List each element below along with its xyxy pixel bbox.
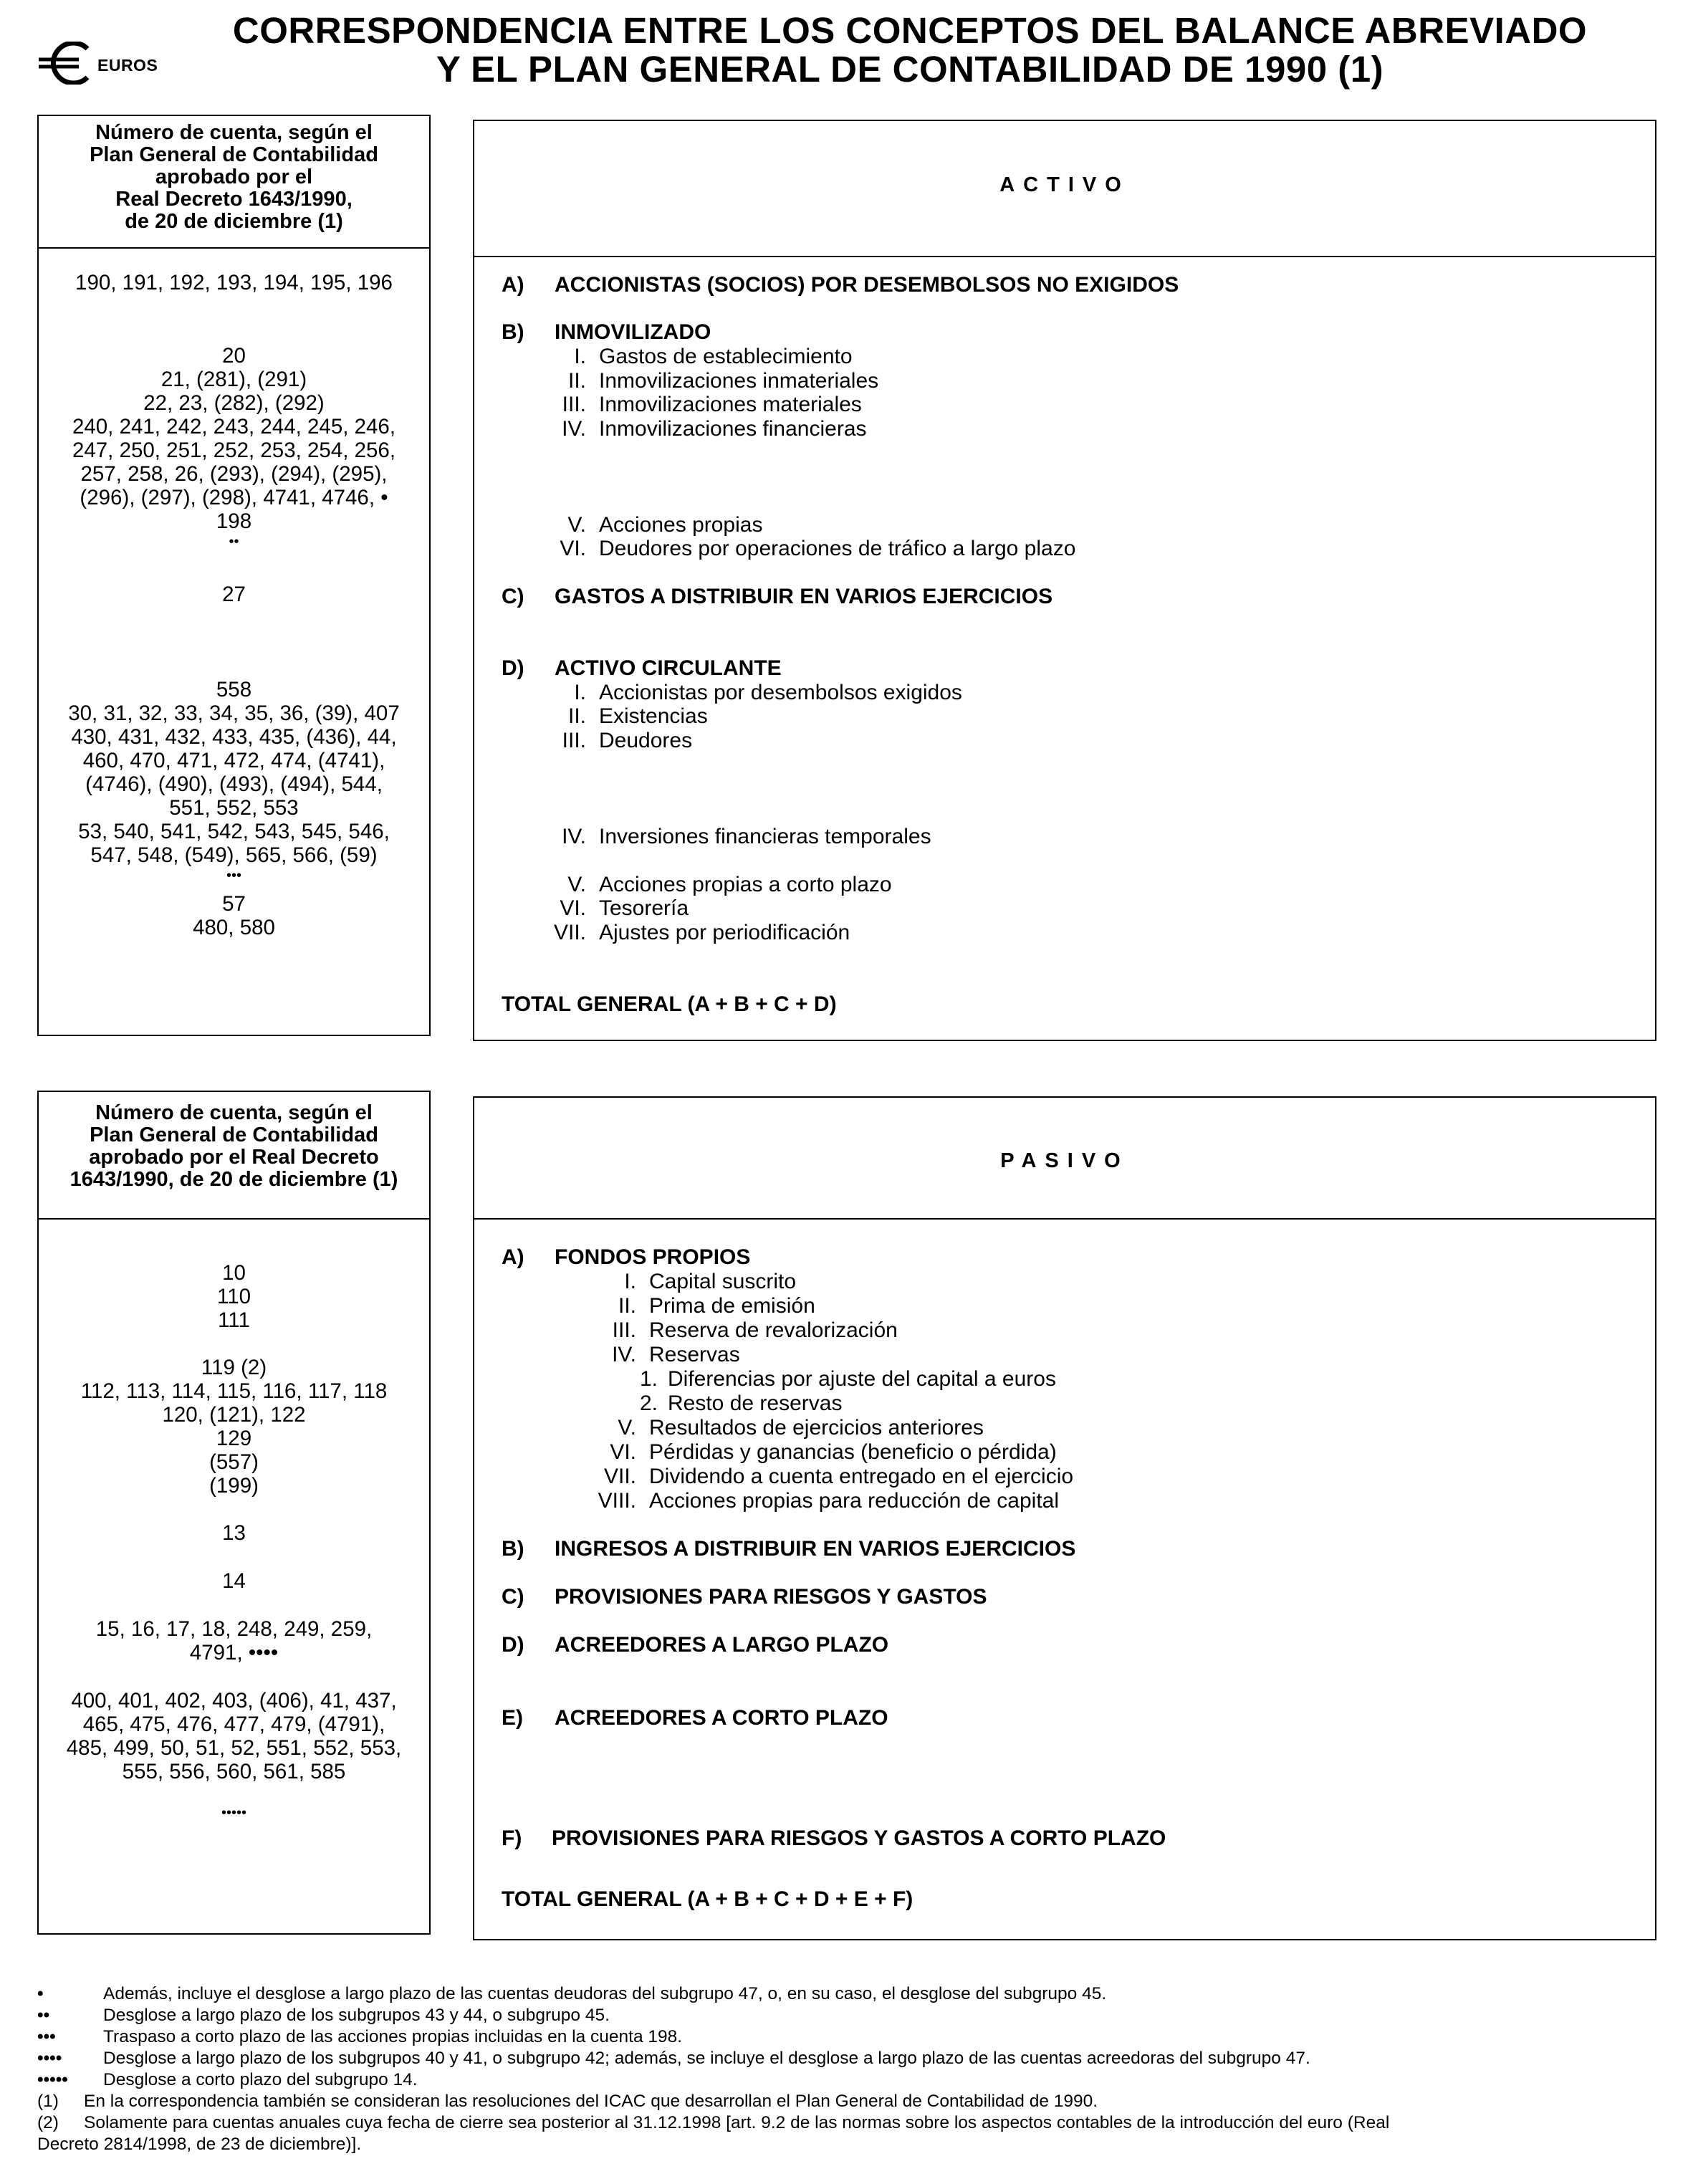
list-item: 129	[216, 1427, 252, 1450]
list-item: 247, 250, 251, 252, 253, 254, 256,	[72, 439, 396, 462]
list-item: 110	[216, 1285, 251, 1308]
list-item: 57	[222, 892, 246, 916]
list-item: 20	[222, 344, 246, 368]
list-item: 119 (2)	[201, 1356, 267, 1379]
footnote: ••• Traspaso a corto plazo de las acciones propias incluidas en la cuenta 198.	[37, 2027, 683, 2046]
list-item: 257, 258, 26, (293), (294), (295),	[80, 462, 388, 486]
list-item: 10	[222, 1261, 246, 1285]
list-item: 190, 191, 192, 193, 194, 195, 196	[75, 271, 393, 294]
list-item: 551, 552, 553	[169, 796, 299, 820]
list-item: (4746), (490), (493), (494), 544,	[85, 772, 383, 796]
list-item: 430, 431, 432, 433, 435, (436), 44,	[71, 725, 397, 749]
footnote: (1) En la correspondencia también se consideran las resoluciones del ICAC que desarrollan el Plan General de Contabilidad de 1990.	[37, 2092, 1098, 2111]
footnotes	[37, 1983, 1656, 2155]
divider	[39, 247, 429, 249]
divider	[474, 1218, 1655, 1220]
pasivo-accounts-box	[37, 1091, 431, 1935]
footnote: ••••• Desglose a corto plazo del subgrupo 14.	[37, 2070, 418, 2089]
logo-text: EUROS	[97, 56, 158, 75]
list-item: •••	[226, 868, 241, 883]
list-item: 22, 23, (282), (292)	[143, 391, 325, 415]
list-item: 400, 401, 402, 403, (406), 41, 437,	[71, 1689, 397, 1713]
list-item: 465, 475, 476, 477, 479, (4791),	[82, 1713, 385, 1736]
page-title	[208, 11, 1612, 89]
activo-accounts-header: Número de cuenta, según el Plan General de Contabilidad aprobado por el Real Decreto 1643/1990, de 20 de diciembre (1)	[90, 121, 378, 233]
pasivo-total: TOTAL GENERAL (A + B + C + D + E + F)	[502, 1887, 913, 1911]
list-item: 485, 499, 50, 51, 52, 551, 552, 553,	[66, 1736, 402, 1760]
list-item: 21, (281), (291)	[160, 368, 307, 391]
title-line-2: Y EL PLAN GENERAL DE CONTABILIDAD DE 1990 (1)	[436, 49, 1384, 90]
list-item: 547, 548, (549), 565, 566, (59)	[90, 843, 378, 867]
list-item: 198	[216, 509, 252, 533]
list-item: 480, 580	[193, 916, 275, 939]
list-item: 460, 470, 471, 472, 474, (4741),	[82, 749, 385, 772]
list-item: 120, (121), 122	[162, 1403, 306, 1427]
list-item: 15, 16, 17, 18, 248, 249, 259,	[95, 1617, 373, 1641]
footnote: • Además, incluye el desglose a largo plazo de las cuentas deudoras del subgrupo 47, o, en su caso, el desglose del subgrupo 45.	[37, 1984, 1107, 2003]
list-item: (557)	[209, 1450, 259, 1474]
pasivo-heading: PASIVO	[1000, 1149, 1129, 1172]
list-item: 14	[222, 1569, 246, 1593]
list-item: (199)	[209, 1474, 259, 1498]
list-item: 13	[222, 1521, 246, 1545]
pasivo-concepts-box: PASIVO A) FONDOS PROPIOS I. Capital suscrito II. Prima de emisión III. Reserva de revalorización IV. Reservas 1. Diferencias por ajuste del capital a euros 2. Resto de reservas V. Resultados de ejercicios anteriores VI. Pérdidas y ganancias (beneficio o pérdida) VII. Dividendo a cuenta entregado en el ejercicio VIII. Acciones propias para reducción de capital B) INGRESOS A DISTRIBUIR EN VARIOS EJERCICIOS C) PROVISIONES PARA RIESGOS Y GASTOS D) ACREEDORES A LARGO PLAZO E) ACREEDORES A CORTO PLAZO F) PROVISIONES PARA RIESGOS Y GASTOS A CORTO PLAZO TOTAL GENERAL (A + B + C + D + E + F)	[473, 1096, 1656, 1940]
list-item: 27	[222, 583, 246, 606]
list-item: 4791, ••••	[189, 1641, 279, 1665]
footnote: •••• Desglose a largo plazo de los subgrupos 40 y 41, o subgrupo 42; además, se incluye el desglose a largo plazo de las cuentas acreedoras del subgrupo 47.	[37, 2049, 1310, 2068]
list-item: (296), (297), (298), 4741, 4746, •	[80, 486, 388, 509]
list-item: 558	[216, 678, 252, 701]
list-item: 555, 556, 560, 561, 585	[122, 1760, 346, 1783]
pasivo-accounts-header: Número de cuenta, según el Plan General de Contabilidad aprobado por el Real Decreto 1643/1990, de 20 de diciembre (1)	[69, 1101, 398, 1191]
activo-heading: ACTIVO	[999, 173, 1130, 196]
list-item: •••••	[221, 1805, 246, 1821]
euro-logo	[37, 42, 173, 85]
activo-total: TOTAL GENERAL (A + B + C + D)	[502, 992, 837, 1016]
euro-sign-icon	[37, 42, 99, 85]
activo-concepts-box: ACTIVO A) ACCIONISTAS (SOCIOS) POR DESEMBOLSOS NO EXIGIDOS B) INMOVILIZADO I. Gastos de establecimiento II. Inmovilizaciones inmateriales III. Inmovilizaciones materiales IV. Inmovilizaciones financieras V. Acciones propias VI. Deudores por operaciones de tráfico a largo plazo C) GASTOS A DISTRIBUIR EN VARIOS EJERCICIOS D) ACTIVO CIRCULANTE I. Accionistas por desembolsos exigidos II. Existencias III. Deudores IV. Inversiones financieras temporales V. Acciones propias a corto plazo VI. Tesorería VII. Ajustes por periodificación TOTAL GENERAL (A + B + C + D)	[473, 120, 1656, 1041]
list-item: ••	[229, 534, 239, 550]
footnote: Decreto 2814/1998, de 23 de diciembre)].	[37, 2135, 362, 2154]
list-item: 112, 113, 114, 115, 116, 117, 118	[80, 1379, 388, 1403]
list-item: 53, 540, 541, 542, 543, 545, 546,	[78, 820, 390, 843]
divider	[474, 256, 1655, 257]
footnote: (2) Solamente para cuentas anuales cuya fecha de cierre sea posterior al 31.12.1998 [art. 9.2 de las normas sobre los aspectos contables de la introducción del euro (Real	[37, 2113, 1390, 2132]
activo-accounts-box	[37, 115, 431, 1036]
list-item: 240, 241, 242, 243, 244, 245, 246,	[72, 415, 396, 439]
list-item: 30, 31, 32, 33, 34, 35, 36, (39), 407	[68, 701, 400, 725]
divider	[39, 1218, 429, 1220]
footnote: •• Desglose a largo plazo de los subgrupos 43 y 44, o subgrupo 45.	[37, 2006, 610, 2025]
list-item: 111	[218, 1308, 250, 1332]
title-line-1: CORRESPONDENCIA ENTRE LOS CONCEPTOS DEL BALANCE ABREVIADO	[232, 10, 1588, 51]
